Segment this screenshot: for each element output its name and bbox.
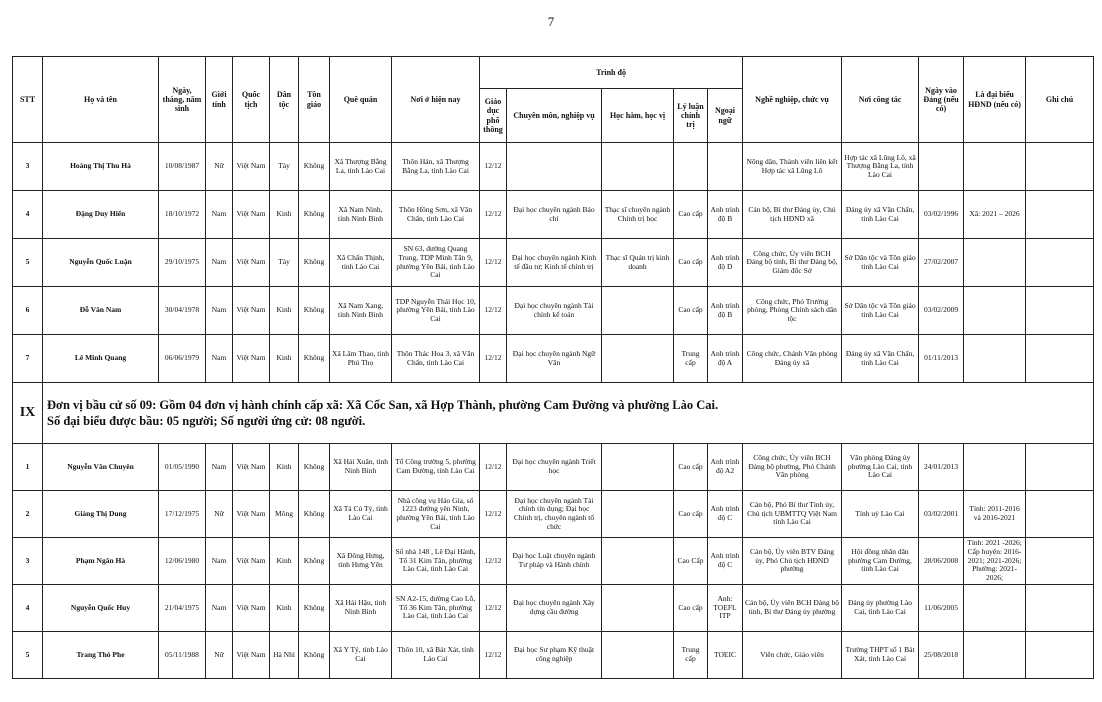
section-line-1: Đơn vị bầu cử số 09: Gồm 04 đơn vị hành chính cấp xã: Xã Cốc San, xã Hợp Thành, phường Cam Đường và phường Lào Cai.: [47, 397, 719, 412]
cell-specialty: Đại học Luật chuyên ngành Tư pháp và Hành chính: [507, 538, 602, 585]
cell-workplace: Tỉnh uỷ Lào Cai: [842, 491, 919, 538]
cell-stt: 7: [13, 335, 43, 383]
cell-occupation: Cán bộ, Ủy viên BCH Đảng bộ tỉnh, Bí thư Đảng ủy phường: [743, 585, 842, 632]
table-row: [13, 585, 1094, 632]
cell-language: [708, 143, 743, 191]
cell-workplace: Đảng ủy xã Văn Chấn, tỉnh Lào Cai: [842, 335, 919, 383]
cell-stt: 4: [13, 585, 43, 632]
cell-hometown: Xã Lâm Thao, tỉnh Phú Thọ: [330, 335, 392, 383]
cell-academic: [602, 491, 674, 538]
table-row: [13, 335, 1094, 383]
cell-occupation: Công chức, Phó Trưởng phòng, Phòng Chính sách dân tộc: [743, 287, 842, 335]
cell-notes: [1026, 335, 1094, 383]
section-row: [13, 383, 1094, 444]
cell-political: Trung cấp: [674, 632, 708, 679]
header-row-1: [13, 57, 1094, 89]
cell-workplace: Văn phòng Đảng ủy phường Lào Cai, tỉnh Lào Cai: [842, 444, 919, 491]
cell-gender: Nam: [206, 191, 233, 239]
cell-name: Trang Thó Phe: [43, 632, 159, 679]
cell-name: Đặng Duy Hiển: [43, 191, 159, 239]
cell-nationality: Việt Nam: [233, 191, 270, 239]
col-header-political: Lý luận chính trị: [674, 89, 708, 143]
col-header-residence: Nơi ở hiện nay: [392, 57, 480, 143]
cell-gender: Nam: [206, 239, 233, 287]
cell-gender: Nữ: [206, 632, 233, 679]
col-header-academic: Học hàm, học vị: [602, 89, 674, 143]
cell-ethnicity: Kinh: [270, 538, 299, 585]
cell-nationality: Việt Nam: [233, 239, 270, 287]
cell-party-date: 03/02/2001: [919, 491, 964, 538]
cell-religion: Không: [299, 585, 330, 632]
cell-general-edu: 12/12: [480, 287, 507, 335]
cell-name: Lê Minh Quang: [43, 335, 159, 383]
col-header-party-date: Ngày vào Đảng (nếu có): [919, 57, 964, 143]
cell-academic: [602, 538, 674, 585]
cell-political: Cao cấp: [674, 491, 708, 538]
cell-language: TOEIC: [708, 632, 743, 679]
cell-notes: [1026, 632, 1094, 679]
cell-language: Anh trình độ B: [708, 191, 743, 239]
col-header-stt: STT: [13, 57, 43, 143]
cell-gender: Nam: [206, 335, 233, 383]
col-header-workplace: Nơi công tác: [842, 57, 919, 143]
cell-hometown: Xã Y Tý, tỉnh Lào Cai: [330, 632, 392, 679]
cell-academic: Thạc sĩ Quản trị kinh doanh: [602, 239, 674, 287]
cell-gender: Nam: [206, 287, 233, 335]
cell-academic: [602, 444, 674, 491]
cell-ethnicity: Tày: [270, 239, 299, 287]
cell-specialty: Đại học chuyên ngành Tài chính kế toán: [507, 287, 602, 335]
cell-nationality: Việt Nam: [233, 632, 270, 679]
cell-ethnicity: Kinh: [270, 287, 299, 335]
col-header-education-group: Trình độ: [480, 57, 743, 89]
cell-language: Anh trình độ C: [708, 491, 743, 538]
cell-workplace: Sở Dân tộc và Tôn giáo tỉnh Lào Cai: [842, 239, 919, 287]
cell-dob: 21/04/1975: [159, 585, 206, 632]
cell-residence: SN A2-15, đường Cao Lỗ, Tổ 36 Kim Tân, phường Lào Cai, tỉnh Lào Cai: [392, 585, 480, 632]
table-row: [13, 143, 1094, 191]
col-header-gender: Giới tính: [206, 57, 233, 143]
cell-specialty: [507, 143, 602, 191]
cell-ethnicity: Kinh: [270, 191, 299, 239]
cell-stt: 5: [13, 239, 43, 287]
cell-gender: Nam: [206, 585, 233, 632]
table-row: [13, 287, 1094, 335]
cell-dob: 01/05/1990: [159, 444, 206, 491]
candidate-table: [12, 56, 1094, 679]
cell-language: Anh trình độ A: [708, 335, 743, 383]
col-header-hometown: Quê quán: [330, 57, 392, 143]
cell-academic: [602, 632, 674, 679]
cell-general-edu: 12/12: [480, 585, 507, 632]
col-header-language: Ngoại ngữ: [708, 89, 743, 143]
cell-stt: 3: [13, 538, 43, 585]
cell-stt: 2: [13, 491, 43, 538]
cell-residence: Thôn Thác Hoa 3, xã Văn Chấn, tỉnh Lào Cai: [392, 335, 480, 383]
cell-political: Cao Cấp: [674, 538, 708, 585]
col-header-nationality: Quốc tịch: [233, 57, 270, 143]
cell-dob: 06/06/1979: [159, 335, 206, 383]
cell-name: Phạm Ngân Hà: [43, 538, 159, 585]
cell-dob: 05/11/1988: [159, 632, 206, 679]
cell-nationality: Việt Nam: [233, 287, 270, 335]
cell-academic: [602, 335, 674, 383]
cell-dob: 30/04/1978: [159, 287, 206, 335]
cell-dob: 17/12/1975: [159, 491, 206, 538]
cell-nationality: Việt Nam: [233, 143, 270, 191]
cell-religion: Không: [299, 491, 330, 538]
cell-nationality: Việt Nam: [233, 491, 270, 538]
cell-nationality: Việt Nam: [233, 538, 270, 585]
cell-residence: Tổ Công trường 5, phường Cam Đường, tỉnh Lào Cai: [392, 444, 480, 491]
page-number: 7: [547, 14, 555, 29]
cell-academic: [602, 143, 674, 191]
cell-residence: Thôn Hán, xã Thượng Bằng La, tỉnh Lào Cai: [392, 143, 480, 191]
cell-party-date: 27/02/2007: [919, 239, 964, 287]
cell-general-edu: 12/12: [480, 335, 507, 383]
cell-stt: 6: [13, 287, 43, 335]
cell-notes: [1026, 191, 1094, 239]
cell-language: Anh trình độ D: [708, 239, 743, 287]
cell-general-edu: 12/12: [480, 491, 507, 538]
cell-nationality: Việt Nam: [233, 444, 270, 491]
cell-name: Nguyễn Văn Chuyên: [43, 444, 159, 491]
cell-notes: [1026, 491, 1094, 538]
col-header-religion: Tôn giáo: [299, 57, 330, 143]
cell-religion: Không: [299, 239, 330, 287]
cell-residence: SN 63, đường Quang Trung, TDP Minh Tân 9, phường Yên Bái, tỉnh Lào Cai: [392, 239, 480, 287]
cell-occupation: Công chức, Ủy viên BCH Đảng bộ tỉnh, Bí thư Đảng bộ, Giám đốc Sở: [743, 239, 842, 287]
cell-name: Đỗ Văn Nam: [43, 287, 159, 335]
cell-residence: Thôn 10, xã Bát Xát, tỉnh Lào Cai: [392, 632, 480, 679]
cell-hometown: Xã Nam Xang, tỉnh Ninh Bình: [330, 287, 392, 335]
cell-stt: 3: [13, 143, 43, 191]
cell-workplace: Đảng ủy xã Văn Chấn, tỉnh Lào Cai: [842, 191, 919, 239]
cell-specialty: Đại học chuyên ngành Tài chính tín dụng; Đại học Chính trị, chuyên ngành tổ chức: [507, 491, 602, 538]
cell-hometown: Xã Thượng Bằng La, tỉnh Lào Cai: [330, 143, 392, 191]
cell-party-date: 24/01/2013: [919, 444, 964, 491]
cell-general-edu: 12/12: [480, 143, 507, 191]
cell-party-date: 28/06/2008: [919, 538, 964, 585]
cell-ethnicity: Hà Nhì: [270, 632, 299, 679]
cell-council: Tỉnh: 2021 -2026; Cấp huyện: 2016-2021; 2021-2026; Phường: 2021-2026;: [964, 538, 1026, 585]
cell-political: Cao cấp: [674, 239, 708, 287]
cell-academic: [602, 585, 674, 632]
section-description: [43, 383, 1094, 444]
section-number: IX: [13, 383, 43, 444]
cell-residence: Nhà công vụ Hảo Gia, số 1223 đường yên Ninh, phường Yên Bái, tỉnh Lào Cai: [392, 491, 480, 538]
cell-party-date: 11/06/2005: [919, 585, 964, 632]
cell-dob: 18/10/1972: [159, 191, 206, 239]
table-row: [13, 538, 1094, 585]
cell-language: Anh trình độ C: [708, 538, 743, 585]
cell-stt: 4: [13, 191, 43, 239]
cell-religion: Không: [299, 335, 330, 383]
col-header-occupation: Nghề nghiệp, chức vụ: [743, 57, 842, 143]
cell-political: Trung cấp: [674, 335, 708, 383]
cell-notes: [1026, 287, 1094, 335]
cell-religion: Không: [299, 444, 330, 491]
cell-party-date: 03/02/2009: [919, 287, 964, 335]
cell-dob: 12/06/1980: [159, 538, 206, 585]
cell-hometown: Xã Chấn Thịnh, tỉnh Lào Cai: [330, 239, 392, 287]
cell-occupation: Công chức, Ủy viên BCH Đảng bộ phường, Phó Chánh Văn phòng: [743, 444, 842, 491]
col-header-dob: Ngày, tháng, năm sinh: [159, 57, 206, 143]
cell-notes: [1026, 143, 1094, 191]
cell-hometown: Xã Hải Xuân, tỉnh Ninh Bình: [330, 444, 392, 491]
cell-workplace: Sở Dân tộc và Tôn giáo tỉnh Lào Cai: [842, 287, 919, 335]
cell-general-edu: 12/12: [480, 632, 507, 679]
cell-occupation: Cán bộ, Phó Bí thư Tỉnh ủy, Chủ tịch UBMTTQ Việt Nam tỉnh Lào Cai: [743, 491, 842, 538]
cell-political: Cao cấp: [674, 287, 708, 335]
cell-language: Anh trình độ A2: [708, 444, 743, 491]
cell-specialty: Đại học chuyên ngành Xây dựng cầu đường: [507, 585, 602, 632]
cell-general-edu: 12/12: [480, 538, 507, 585]
cell-council: [964, 444, 1026, 491]
cell-council: [964, 239, 1026, 287]
cell-specialty: Đại học chuyên ngành Ngữ Văn: [507, 335, 602, 383]
cell-council: [964, 585, 1026, 632]
cell-occupation: Cán bộ, Bí thư Đảng ủy, Chủ tịch HĐND xã: [743, 191, 842, 239]
cell-political: Cao cấp: [674, 585, 708, 632]
cell-specialty: Đại học chuyên ngành Báo chí: [507, 191, 602, 239]
cell-nationality: Việt Nam: [233, 335, 270, 383]
table-row: [13, 632, 1094, 679]
cell-academic: Thạc sĩ chuyên ngành Chính trị học: [602, 191, 674, 239]
cell-political: Cao cấp: [674, 444, 708, 491]
cell-party-date: 01/11/2013: [919, 335, 964, 383]
cell-workplace: Hợp tác xã Lũng Lô, xã Thượng Bằng La, tỉnh Lào Cai: [842, 143, 919, 191]
cell-occupation: Nông dân, Thành viên liên kết Hợp tác xã Lũng Lô: [743, 143, 842, 191]
cell-political: [674, 143, 708, 191]
cell-name: Hoàng Thị Thu Hà: [43, 143, 159, 191]
cell-ethnicity: Tày: [270, 143, 299, 191]
cell-occupation: Cán bộ, Ủy viên BTV Đảng ủy, Phó Chủ tịch HĐND phường: [743, 538, 842, 585]
table-row: [13, 191, 1094, 239]
section-line-2: Số đại biểu được bầu: 05 người; Số người ứng cử: 08 người.: [47, 414, 366, 428]
cell-hometown: Xã Đông Hưng, tỉnh Hưng Yên: [330, 538, 392, 585]
cell-workplace: Đảng ủy phường Lào Cai, tỉnh Lào Cai: [842, 585, 919, 632]
cell-workplace: Hội đồng nhân dân phường Cam Đường, tỉnh Lào Cai: [842, 538, 919, 585]
cell-ethnicity: Kinh: [270, 585, 299, 632]
cell-residence: TDP Nguyễn Thái Học 10, phường Yên Bái, tỉnh Lào Cai: [392, 287, 480, 335]
cell-general-edu: 12/12: [480, 191, 507, 239]
cell-specialty: Đại học chuyên ngành Triết học: [507, 444, 602, 491]
cell-name: Giàng Thị Dung: [43, 491, 159, 538]
cell-council: [964, 335, 1026, 383]
cell-council: [964, 287, 1026, 335]
cell-gender: Nam: [206, 444, 233, 491]
cell-party-date: [919, 143, 964, 191]
col-header-general-edu: Giáo dục phổ thông: [480, 89, 507, 143]
cell-workplace: Trường THPT số 1 Bát Xát, tỉnh Lào Cai: [842, 632, 919, 679]
cell-hometown: Xã Tả Củ Tỷ, tỉnh Lào Cai: [330, 491, 392, 538]
cell-residence: Thôn Hồng Sơn, xã Văn Chấn, tỉnh Lào Cai: [392, 191, 480, 239]
cell-academic: [602, 287, 674, 335]
cell-council: [964, 143, 1026, 191]
col-header-notes: Ghi chú: [1026, 57, 1094, 143]
cell-gender: Nam: [206, 538, 233, 585]
cell-political: Cao cấp: [674, 191, 708, 239]
cell-religion: Không: [299, 538, 330, 585]
cell-ethnicity: Kinh: [270, 444, 299, 491]
cell-hometown: Xã Nam Ninh, tỉnh Ninh Bình: [330, 191, 392, 239]
cell-stt: 5: [13, 632, 43, 679]
cell-dob: 29/10/1975: [159, 239, 206, 287]
col-header-name: Họ và tên: [43, 57, 159, 143]
cell-council: Xã: 2021 – 2026: [964, 191, 1026, 239]
cell-hometown: Xã Hải Hậu, tỉnh Ninh Bình: [330, 585, 392, 632]
cell-notes: [1026, 585, 1094, 632]
col-header-specialty: Chuyên môn, nghiệp vụ: [507, 89, 602, 143]
cell-language: Anh trình độ B: [708, 287, 743, 335]
cell-nationality: Việt Nam: [233, 585, 270, 632]
cell-ethnicity: Kinh: [270, 335, 299, 383]
cell-residence: Số nhà 148 , Lê Đại Hành, Tổ 31 Kim Tân, phường Lào Cai, tỉnh Lào Cai: [392, 538, 480, 585]
cell-ethnicity: Mông: [270, 491, 299, 538]
cell-notes: [1026, 444, 1094, 491]
cell-religion: Không: [299, 632, 330, 679]
cell-occupation: Viên chức, Giáo viên: [743, 632, 842, 679]
cell-general-edu: 12/12: [480, 239, 507, 287]
table-row: [13, 491, 1094, 538]
cell-council: [964, 632, 1026, 679]
cell-religion: Không: [299, 143, 330, 191]
cell-notes: [1026, 538, 1094, 585]
cell-occupation: Công chức, Chánh Văn phòng Đảng ủy xã: [743, 335, 842, 383]
cell-name: Nguyễn Quốc Luận: [43, 239, 159, 287]
cell-religion: Không: [299, 191, 330, 239]
cell-general-edu: 12/12: [480, 444, 507, 491]
cell-specialty: Đại học Sư phạm Kỹ thuật công nghiệp: [507, 632, 602, 679]
cell-party-date: 25/08/2018: [919, 632, 964, 679]
col-header-ethnicity: Dân tộc: [270, 57, 299, 143]
cell-language: Anh: TOEFL ITP: [708, 585, 743, 632]
cell-gender: Nữ: [206, 491, 233, 538]
cell-party-date: 03/02/1996: [919, 191, 964, 239]
table-row: [13, 444, 1094, 491]
cell-council: Tỉnh: 2011-2016 và 2016-2021: [964, 491, 1026, 538]
cell-stt: 1: [13, 444, 43, 491]
cell-name: Nguyễn Quốc Huy: [43, 585, 159, 632]
col-header-council: Là đại biểu HĐND (nếu có): [964, 57, 1026, 143]
table-row: [13, 239, 1094, 287]
cell-dob: 10/08/1987: [159, 143, 206, 191]
cell-religion: Không: [299, 287, 330, 335]
cell-gender: Nữ: [206, 143, 233, 191]
cell-specialty: Đại học chuyên ngành Kinh tế đầu tư; Kinh tế chính trị: [507, 239, 602, 287]
cell-notes: [1026, 239, 1094, 287]
